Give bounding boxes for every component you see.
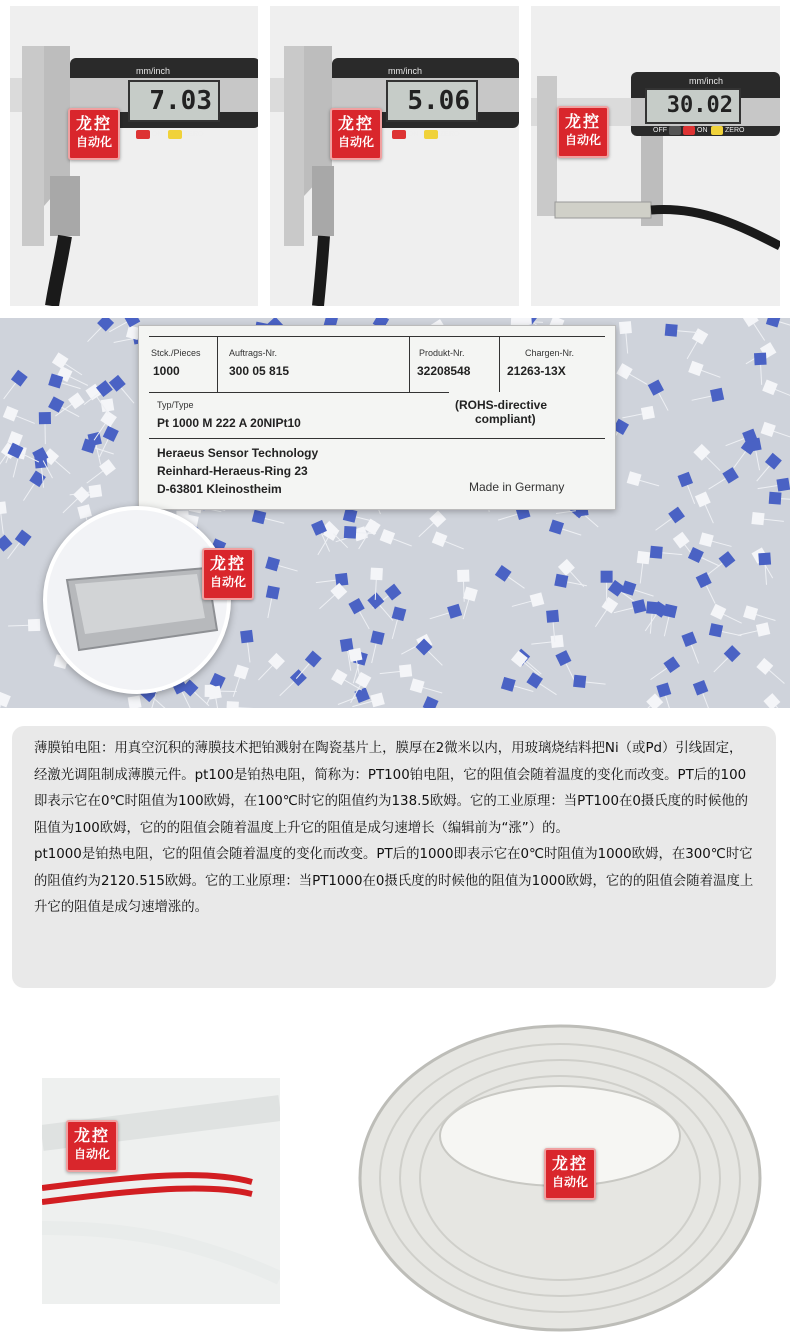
on-label-2: ON [408,131,419,138]
caliper-photo-1 [10,6,258,306]
description-box [12,726,776,988]
sensor-chip [647,656,680,684]
sensor-chip [756,658,788,688]
caliper-illustration-1 [10,6,258,306]
sensor-chip [366,631,385,665]
label-rohs-line1: (ROHS-directive [455,398,548,412]
caliper-photo-2 [270,6,519,306]
label-made-in: Made in Germany [469,480,565,494]
unit-label-2: mm/inch [388,66,423,76]
label-company-line2: Reinhard-Heraeus-Ring 23 [157,464,308,478]
sensor-chip [526,672,559,699]
sensor-chip [573,675,606,690]
sensor-chip [690,388,724,406]
sensor-chip [652,507,685,536]
sensor-chip [0,370,28,403]
sensor-chip [682,328,708,362]
sensor-chip [428,604,462,625]
sensor-chip [254,653,285,684]
sensor-chip [208,686,225,708]
sensor-chip [621,406,655,424]
label-type-value: Pt 1000 M 222 A 20NIPt10 [157,416,301,430]
on-button-3 [683,126,695,135]
zero-label-2: ZERO [440,131,460,138]
sensor-chip [681,631,704,665]
zero-button-1 [168,130,182,139]
sensor-chip [696,572,721,606]
watermark-badge-3: 龙控 自动化 [557,106,609,158]
chip-closeup [47,510,227,690]
sensor-chip [380,529,414,552]
sensor-chip [379,664,412,679]
caliper-display-3 [645,88,741,124]
label-product-header: Produkt-Nr. [419,348,465,358]
sensor-chip [549,520,583,541]
sensor-chip [678,472,701,506]
watermark-badge-1: 龙控 自动化 [68,108,120,160]
sensor-chip [751,512,784,527]
sensor-chip [315,573,348,589]
on-button-2 [392,130,406,139]
sensor-chip [0,535,12,565]
sensor-chip [510,592,544,612]
label-company-line1: Heraeus Sensor Technology [157,446,319,460]
sensor-chip [634,551,650,584]
on-button-1 [136,130,150,139]
sensor-chip [228,664,249,698]
label-order-value: 300 05 815 [229,364,290,378]
sensor-chip [736,622,770,641]
sensor-chip [766,318,790,333]
sensor-chip [262,585,280,619]
sensor-chip [743,605,777,626]
on-label-3: ON [697,127,708,134]
sensor-chip [709,623,743,641]
cable-closeup-illustration [42,1078,280,1304]
sensor-chip [252,510,286,529]
sensor-chip [0,501,9,534]
sensor-chip [39,412,52,444]
sensor-chip [627,471,661,491]
sensor-chip [226,701,259,708]
sensor-chip [109,375,139,407]
label-pieces-value: 1000 [153,364,180,378]
sensor-chip [495,565,528,593]
label-batch-value: 21263-13X [507,364,566,378]
sensor-chip [632,693,664,708]
description-paragraph-2: pt1000是铂热电阻，它的阻值会随着温度的变化而改变。PT后的1000即表示它在0℃时阻值为1000欧姆，在300℃时它的阻值约为2120.515欧姆。它的工业原理：当PT1000在0摄氏度的时候他的阻值为1000欧姆，它的的阻值会随着温度上升它的阻值是成匀速增涨的。 [34,847,754,915]
zero-label-1: ZERO [184,131,204,138]
caliper-illustration-2 [270,6,519,306]
watermark-badge-6: 龙控 自动化 [544,1148,596,1200]
off-label-3: OFF [653,127,667,134]
sensor-chip [762,379,790,402]
sensor-chip [265,556,299,576]
off-button-3 [669,126,681,135]
watermark-badge-2: 龙控 自动化 [330,108,382,160]
caliper-reading-1: 7.03 [149,86,212,116]
cable-coil-photo [350,1016,770,1336]
sensor-chip [531,635,564,650]
caliper-reading-3: 30.02 [666,93,733,118]
sensor-chip [705,467,738,494]
sensor-chip [554,574,588,592]
caliper-reading-2: 5.06 [407,86,470,116]
sensor-chip [754,353,768,386]
sensor-chip [386,606,406,640]
sensor-chip [650,546,683,561]
sensor-chip [761,422,790,444]
cable-closeup-photo [42,1078,280,1304]
label-company-line3: D-63801 Kleinostheim [157,482,282,496]
sensor-chip [758,552,772,585]
on-label-1: ON [152,131,163,138]
sensor-chip [688,361,722,383]
label-type-header: Typ/Type [157,400,194,410]
magnified-chip-inset [43,506,231,694]
sensor-chip [128,695,145,708]
label-rohs-line2: compliant) [475,412,536,426]
sensor-chip [415,696,439,708]
sensor-chip [742,318,769,344]
sensor-chip [18,471,45,504]
watermark-badge-4: 龙控 自动化 [202,548,254,600]
sensor-chip [769,492,790,506]
sensor-chip [693,680,716,708]
label-pieces-header: Stck./Pieces [151,348,201,358]
label-product-value: 32208548 [417,364,471,378]
caliper-display-2 [386,80,478,122]
sensor-chip [240,630,256,663]
sensor-chip [315,583,347,613]
sensor-chip [590,597,618,630]
unit-label-3: mm/inch [689,76,724,86]
sensor-chip [276,669,307,700]
sensor-chip [699,532,733,552]
sensor-chip [619,321,634,354]
zero-button-2 [424,130,438,139]
unit-label-1: mm/inch [136,66,171,76]
label-batch-header: Chargen-Nr. [525,348,575,358]
watermark-badge-5: 龙控 自动化 [66,1120,118,1172]
sensor-chip [695,491,719,525]
sensor-chip [616,363,650,389]
product-label [138,325,616,510]
sensor-chip [3,406,37,429]
sensor-chip [432,531,466,554]
sensor-chip [612,599,646,618]
sensor-chip [763,693,790,708]
sensor-chip [710,645,741,676]
sensor-chip [665,324,698,339]
caliper-display-1 [128,80,220,122]
sensor-chip [0,692,11,708]
sensor-chip [410,678,444,698]
caliper-photo-3 [531,6,780,306]
zero-button-3 [711,126,723,135]
label-order-header: Auftrags-Nr. [229,348,278,358]
sensor-chip [8,619,40,632]
sensor-chip [621,581,655,602]
zero-label-3: ZERO [725,127,745,134]
sensor-chip [83,459,116,488]
description-paragraph-1: 薄膜铂电阻：用真空沉积的薄膜技术把铂溅射在陶瓷基片上，膜厚在2微米以内，用玻璃烧结料把Ni（或Pd）引线固定，经激光调阻制成薄膜元件。pt100是铂热电阻，简称为：PT100铂电阻，它的阻值会随着温度的变化而改变。PT后的100即表示它在0℃时阻值为100欧姆，在100℃时它的阻值约为138.5欧姆。它的工业原理：当PT100在0摄氏度的时候他的阻值为100欧姆，它的的阻值会随着温度上升它的阻值是成匀速增长（编辑前为“涨”）的。 [34,741,749,836]
sensor-chip [693,444,724,475]
